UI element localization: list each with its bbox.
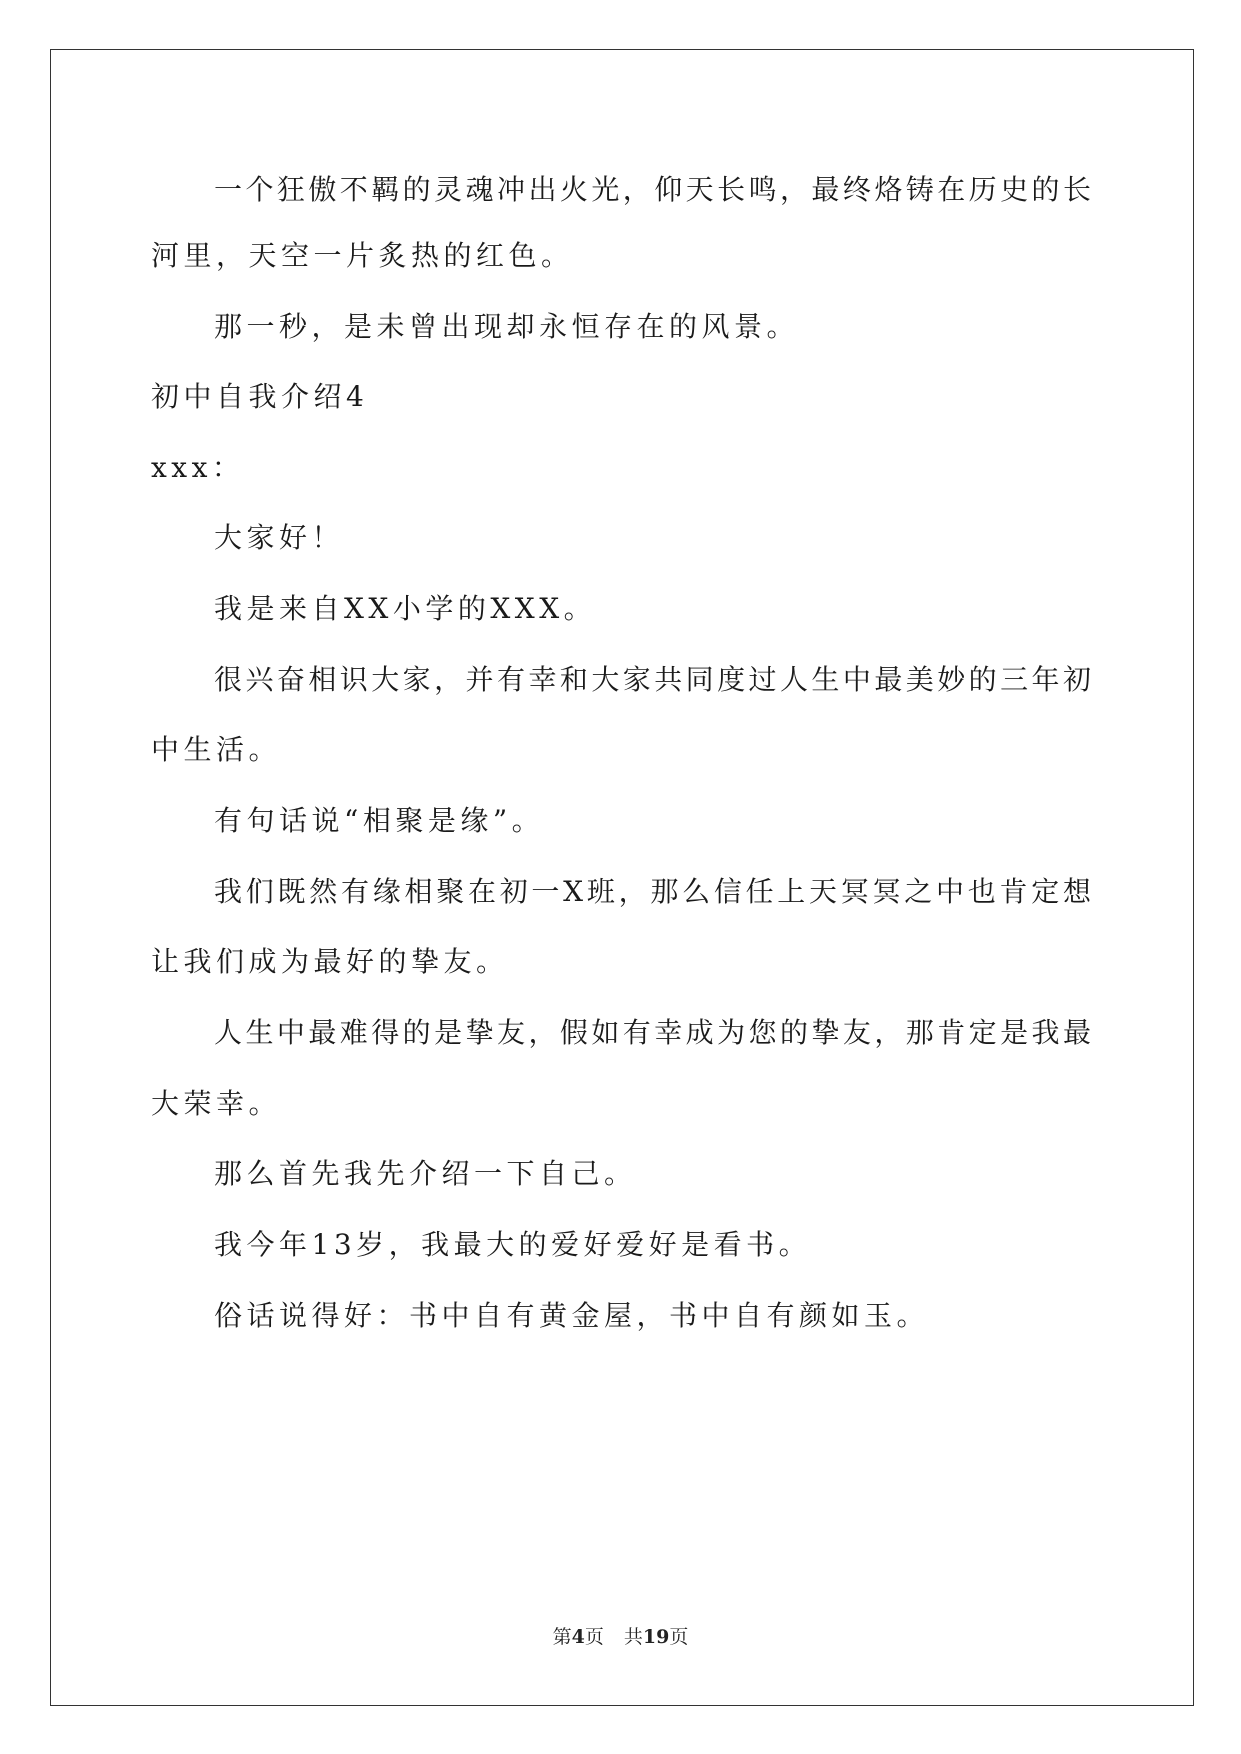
page-number-suffix: 页: [584, 1626, 604, 1648]
total-pages-number: 19: [642, 1626, 670, 1648]
paragraph-line: 很兴奋相识大家，并有幸和大家共同度过人生中最美妙的三年初: [214, 663, 1091, 696]
current-page-number: 4: [571, 1626, 585, 1648]
paragraph-line: 我们既然有缘相聚在初一X班，那么信任上天冥冥之中也肯定想: [214, 875, 1091, 908]
total-pages-prefix: 共: [623, 1626, 643, 1648]
paragraph-line: 河里，天空一片炙热的红色。: [151, 239, 574, 272]
paragraph-line: 我今年13岁，我最大的爱好爱好是看书。: [214, 1228, 812, 1261]
paragraph-line: 我是来自XX小学的XXX。: [214, 592, 597, 625]
section-heading: 初中自我介绍4: [151, 380, 369, 413]
paragraph-line: 一个狂傲不羁的灵魂冲出火光，仰天长鸣，最终烙铸在历史的长: [214, 173, 1091, 206]
paragraph-line: 那么首先我先介绍一下自己。: [214, 1157, 637, 1190]
paragraph-line: 大荣幸。: [151, 1087, 282, 1120]
paragraph-line: 俗话说得好：书中自有黄金屋，书中自有颜如玉。: [214, 1299, 930, 1332]
paragraph-line: 有句话说“相聚是缘”。: [214, 804, 545, 837]
salutation: xxx：: [151, 451, 245, 484]
paragraph-line: 让我们成为最好的挚友。: [151, 945, 509, 978]
total-pages-suffix: 页: [669, 1626, 689, 1648]
paragraph-line: 大家好！: [214, 521, 345, 554]
page-number-prefix: 第: [552, 1626, 572, 1648]
paragraph-line: 那一秒，是未曾出现却永恒存在的风景。: [214, 310, 800, 343]
page-footer: [0, 1624, 1241, 1650]
paragraph-line: 中生活。: [151, 733, 282, 766]
paragraph-line: 人生中最难得的是挚友，假如有幸成为您的挚友，那肯定是我最: [214, 1016, 1091, 1049]
